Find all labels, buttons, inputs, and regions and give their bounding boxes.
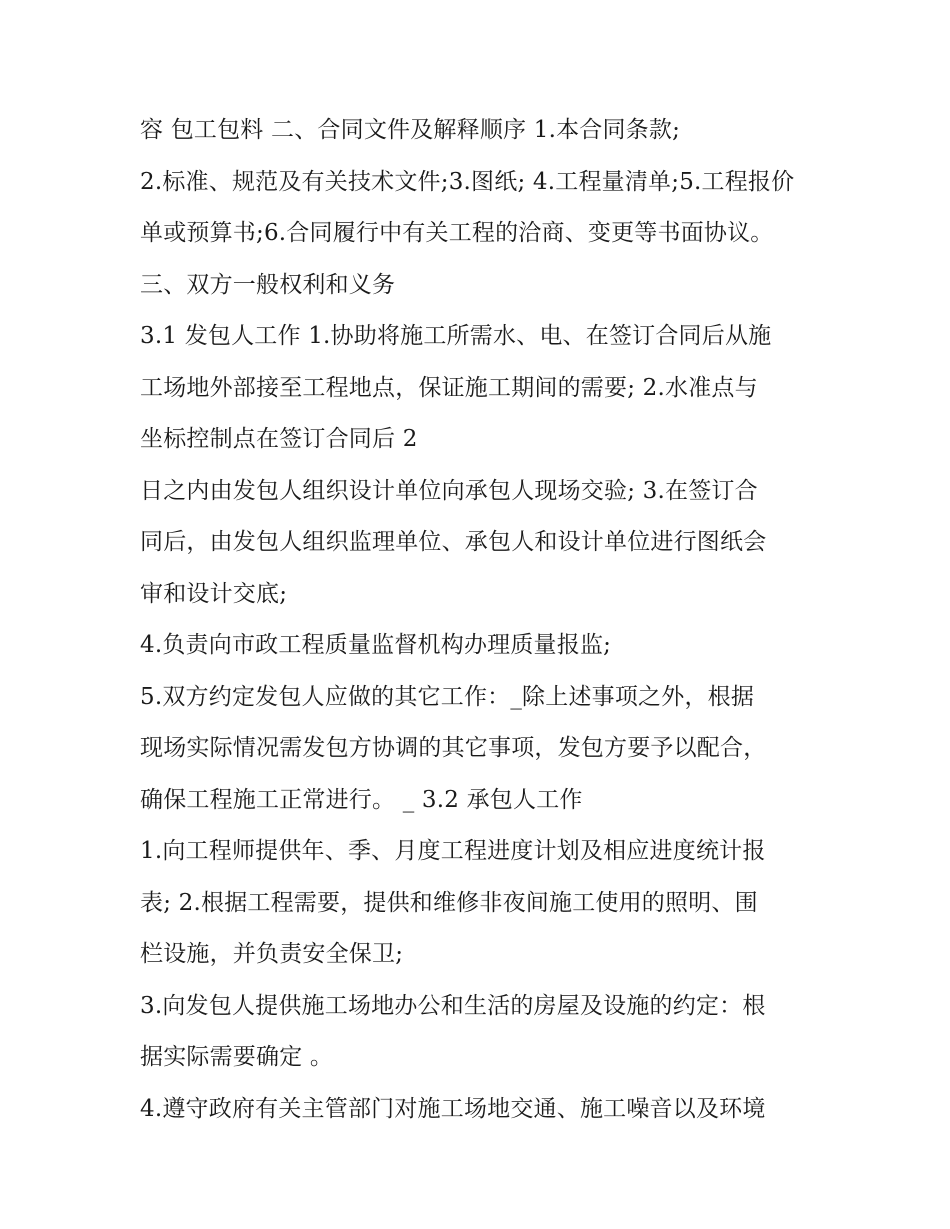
- text-line: 3.向发包人提供施工场地办公和生活的房屋及设施的约定：根: [140, 992, 766, 1019]
- text-line: 表; 2.根据工程需要，提供和维修非夜间施工使用的照明、围: [140, 889, 758, 916]
- text-line: 现场实际情况需发包方协调的其它事项，发包方要予以配合，: [140, 735, 767, 761]
- text-line: 日之内由发包人组织设计单位向承包人现场交验; 3.在签订合: [140, 477, 758, 504]
- text-line: 4.负责向市政工程质量监督机构办理质量报监;: [140, 632, 612, 658]
- text-line: 据实际需要确定 。: [140, 1044, 334, 1070]
- contract-text-body: [140, 105, 820, 1135]
- text-line: 单或预算书;6.合同履行中有关工程的洽商、变更等书面协议。: [140, 220, 774, 246]
- text-line: 坐标控制点在签订合同后 2: [140, 426, 418, 452]
- text-line: 2.标准、规范及有关技术文件;3.图纸; 4.工程量清单;5.工程报价: [140, 168, 795, 195]
- section-heading: 三、双方一般权利和义务: [140, 271, 396, 298]
- text-line: 容 包工包料 二、合同文件及解释顺序 1.本合同条款;: [140, 117, 681, 143]
- text-line: 1.向工程师提供年、季、月度工程进度计划及相应进度统计报: [140, 838, 766, 864]
- text-line: 审和设计交底;: [140, 580, 288, 607]
- text-line: 3.1 发包人工作 1.协助将施工所需水、电、在签订合同后从施: [140, 323, 772, 349]
- text-line: 5.双方约定发包人应做的其它工作：_除上述事项之外，根据: [140, 683, 755, 710]
- text-line: 同后，由发包人组织监理单位、承包人和设计单位进行图纸会: [140, 529, 767, 555]
- text-line: 栏设施，并负责安全保卫;: [140, 941, 404, 967]
- text-line: 确保工程施工正常进行。 _ 3.2 承包人工作: [140, 786, 583, 813]
- text-line: 4.遵守政府有关主管部门对施工场地交通、施工噪音以及环境: [140, 1095, 766, 1122]
- text-line: 工场地外部接至工程地点，保证施工期间的需要; 2.水准点与: [140, 374, 758, 401]
